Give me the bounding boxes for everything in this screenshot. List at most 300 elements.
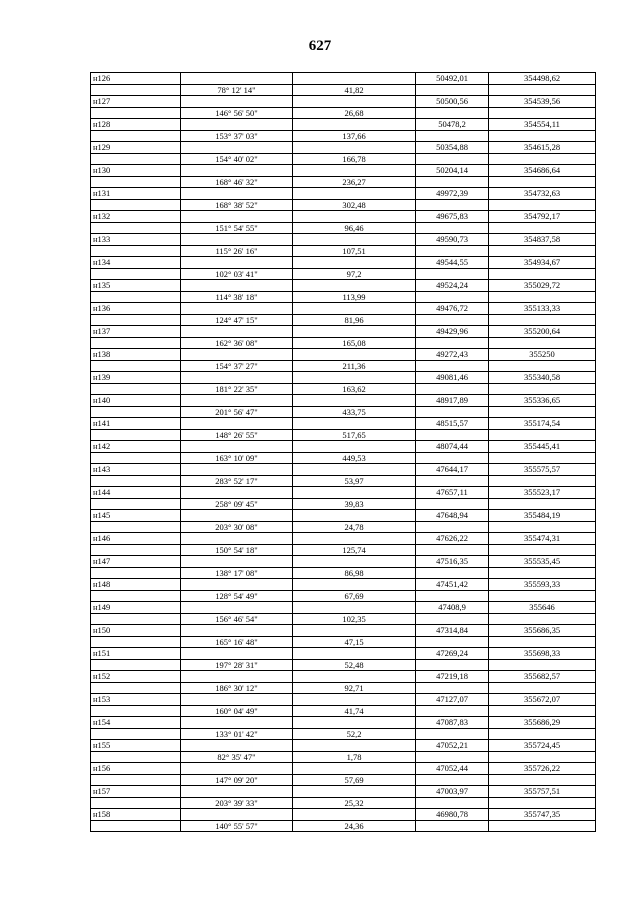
- y-coordinate: 355593,33: [489, 579, 596, 591]
- x-coordinate: 50478,2: [416, 119, 489, 131]
- direction-angle: 181° 22' 35": [181, 383, 293, 395]
- segment-length: 302,48: [293, 199, 416, 211]
- angle-cell-empty: [181, 119, 293, 131]
- y-cell-empty: [489, 176, 596, 188]
- point-row: [91, 349, 596, 361]
- segment-row: [91, 705, 596, 717]
- point-row: [91, 73, 596, 85]
- point-row: [91, 96, 596, 108]
- segment-length: 67,69: [293, 590, 416, 602]
- point-row: [91, 372, 596, 384]
- point-name: н138: [91, 349, 181, 361]
- segment-row: [91, 636, 596, 648]
- point-row: [91, 418, 596, 430]
- y-coordinate: 354792,17: [489, 211, 596, 223]
- segment-row: [91, 84, 596, 96]
- x-coordinate: 48515,57: [416, 418, 489, 430]
- y-coordinate: 355523,17: [489, 487, 596, 499]
- segment-row: [91, 774, 596, 786]
- point-row: [91, 234, 596, 246]
- direction-angle: 133° 01' 42": [181, 728, 293, 740]
- angle-cell-empty: [181, 188, 293, 200]
- point-name: н152: [91, 671, 181, 683]
- point-row: [91, 303, 596, 315]
- point-name: н135: [91, 280, 181, 292]
- x-coordinate: 49972,39: [416, 188, 489, 200]
- segment-length: 86,98: [293, 567, 416, 579]
- x-cell-empty: [416, 797, 489, 809]
- x-cell-empty: [416, 728, 489, 740]
- direction-angle: 82° 35' 47": [181, 751, 293, 763]
- direction-angle: 197° 28' 31": [181, 659, 293, 671]
- point-cell-empty: [91, 728, 181, 740]
- y-cell-empty: [489, 291, 596, 303]
- point-name: н131: [91, 188, 181, 200]
- direction-angle: 114° 38' 18": [181, 291, 293, 303]
- y-cell-empty: [489, 199, 596, 211]
- angle-cell-empty: [181, 165, 293, 177]
- x-coordinate: 48917,89: [416, 395, 489, 407]
- direction-angle: 156° 46' 54": [181, 613, 293, 625]
- direction-angle: 151° 54' 55": [181, 222, 293, 234]
- segment-row: [91, 797, 596, 809]
- segment-length: 26,68: [293, 107, 416, 119]
- x-coordinate: 50500,56: [416, 96, 489, 108]
- y-coordinate: 354615,28: [489, 142, 596, 154]
- point-row: [91, 809, 596, 821]
- page-number: 627: [308, 38, 332, 54]
- segment-length: 163,62: [293, 383, 416, 395]
- distance-cell-empty: [293, 671, 416, 683]
- distance-cell-empty: [293, 188, 416, 200]
- angle-cell-empty: [181, 73, 293, 85]
- x-cell-empty: [416, 406, 489, 418]
- distance-cell-empty: [293, 257, 416, 269]
- x-coordinate: 49675,83: [416, 211, 489, 223]
- angle-cell-empty: [181, 441, 293, 453]
- angle-cell-empty: [181, 809, 293, 821]
- segment-row: [91, 337, 596, 349]
- segment-length: 137,66: [293, 130, 416, 142]
- point-cell-empty: [91, 682, 181, 694]
- x-cell-empty: [416, 199, 489, 211]
- x-cell-empty: [416, 314, 489, 326]
- angle-cell-empty: [181, 694, 293, 706]
- x-cell-empty: [416, 498, 489, 510]
- point-cell-empty: [91, 153, 181, 165]
- y-coordinate: 355757,51: [489, 786, 596, 798]
- y-cell-empty: [489, 498, 596, 510]
- y-cell-empty: [489, 475, 596, 487]
- x-cell-empty: [416, 659, 489, 671]
- y-cell-empty: [489, 360, 596, 372]
- point-name: н133: [91, 234, 181, 246]
- point-row: [91, 717, 596, 729]
- point-cell-empty: [91, 291, 181, 303]
- segment-row: [91, 360, 596, 372]
- angle-cell-empty: [181, 280, 293, 292]
- point-name: н130: [91, 165, 181, 177]
- angle-cell-empty: [181, 648, 293, 660]
- point-row: [91, 625, 596, 637]
- distance-cell-empty: [293, 487, 416, 499]
- point-name: н128: [91, 119, 181, 131]
- segment-row: [91, 659, 596, 671]
- point-name: н127: [91, 96, 181, 108]
- x-cell-empty: [416, 475, 489, 487]
- distance-cell-empty: [293, 395, 416, 407]
- angle-cell-empty: [181, 349, 293, 361]
- x-coordinate: 47052,44: [416, 763, 489, 775]
- segment-length: 1,78: [293, 751, 416, 763]
- x-coordinate: 49081,46: [416, 372, 489, 384]
- x-cell-empty: [416, 544, 489, 556]
- y-coordinate: 354498,62: [489, 73, 596, 85]
- segment-row: [91, 153, 596, 165]
- segment-row: [91, 176, 596, 188]
- x-cell-empty: [416, 245, 489, 257]
- y-cell-empty: [489, 544, 596, 556]
- point-name: н142: [91, 441, 181, 453]
- point-name: н144: [91, 487, 181, 499]
- angle-cell-empty: [181, 556, 293, 568]
- point-row: [91, 280, 596, 292]
- distance-cell-empty: [293, 740, 416, 752]
- distance-cell-empty: [293, 786, 416, 798]
- y-cell-empty: [489, 705, 596, 717]
- distance-cell-empty: [293, 694, 416, 706]
- x-coordinate: 47408,9: [416, 602, 489, 614]
- y-coordinate: 355474,31: [489, 533, 596, 545]
- angle-cell-empty: [181, 326, 293, 338]
- point-name: н140: [91, 395, 181, 407]
- y-coordinate: 355029,72: [489, 280, 596, 292]
- direction-angle: 153° 37' 03": [181, 130, 293, 142]
- segment-length: 102,35: [293, 613, 416, 625]
- x-cell-empty: [416, 360, 489, 372]
- y-coordinate: 355174,54: [489, 418, 596, 430]
- angle-cell-empty: [181, 234, 293, 246]
- x-coordinate: 47451,42: [416, 579, 489, 591]
- distance-cell-empty: [293, 809, 416, 821]
- x-coordinate: 49476,72: [416, 303, 489, 315]
- boundary-coordinates-table: [90, 72, 596, 832]
- x-coordinate: 48074,44: [416, 441, 489, 453]
- y-coordinate: 354934,67: [489, 257, 596, 269]
- point-row: [91, 441, 596, 453]
- point-name: н141: [91, 418, 181, 430]
- distance-cell-empty: [293, 73, 416, 85]
- direction-angle: 165° 16' 48": [181, 636, 293, 648]
- segment-length: 52,48: [293, 659, 416, 671]
- point-row: [91, 786, 596, 798]
- distance-cell-empty: [293, 464, 416, 476]
- y-cell-empty: [489, 613, 596, 625]
- point-row: [91, 464, 596, 476]
- point-name: н145: [91, 510, 181, 522]
- point-cell-empty: [91, 797, 181, 809]
- angle-cell-empty: [181, 464, 293, 476]
- y-coordinate: 355682,57: [489, 671, 596, 683]
- y-coordinate: 355686,35: [489, 625, 596, 637]
- point-cell-empty: [91, 406, 181, 418]
- point-name: н151: [91, 648, 181, 660]
- x-coordinate: 47219,18: [416, 671, 489, 683]
- y-cell-empty: [489, 406, 596, 418]
- segment-length: 24,78: [293, 521, 416, 533]
- distance-cell-empty: [293, 96, 416, 108]
- segment-length: 41,82: [293, 84, 416, 96]
- point-row: [91, 395, 596, 407]
- direction-angle: 258° 09' 45": [181, 498, 293, 510]
- direction-angle: 168° 46' 32": [181, 176, 293, 188]
- point-name: н139: [91, 372, 181, 384]
- distance-cell-empty: [293, 717, 416, 729]
- segment-length: 517,65: [293, 429, 416, 441]
- y-cell-empty: [489, 337, 596, 349]
- point-cell-empty: [91, 130, 181, 142]
- point-cell-empty: [91, 268, 181, 280]
- y-coordinate: 355698,33: [489, 648, 596, 660]
- point-row: [91, 165, 596, 177]
- point-name: н149: [91, 602, 181, 614]
- y-coordinate: 355672,07: [489, 694, 596, 706]
- segment-length: 113,99: [293, 291, 416, 303]
- direction-angle: 78° 12' 14": [181, 84, 293, 96]
- x-coordinate: 47003,97: [416, 786, 489, 798]
- direction-angle: 128° 54' 49": [181, 590, 293, 602]
- segment-row: [91, 820, 596, 832]
- segment-length: 25,32: [293, 797, 416, 809]
- segment-length: 47,15: [293, 636, 416, 648]
- y-coordinate: 355445,41: [489, 441, 596, 453]
- segment-length: 52,2: [293, 728, 416, 740]
- x-coordinate: 50204,14: [416, 165, 489, 177]
- point-name: н137: [91, 326, 181, 338]
- y-coordinate: 354837,58: [489, 234, 596, 246]
- y-cell-empty: [489, 820, 596, 832]
- x-coordinate: 47052,21: [416, 740, 489, 752]
- x-cell-empty: [416, 567, 489, 579]
- segment-length: 96,46: [293, 222, 416, 234]
- segment-length: 57,69: [293, 774, 416, 786]
- x-cell-empty: [416, 130, 489, 142]
- point-cell-empty: [91, 820, 181, 832]
- distance-cell-empty: [293, 510, 416, 522]
- point-cell-empty: [91, 475, 181, 487]
- segment-row: [91, 291, 596, 303]
- table-body: [91, 73, 596, 832]
- y-cell-empty: [489, 567, 596, 579]
- x-coordinate: 47648,94: [416, 510, 489, 522]
- segment-length: 24,36: [293, 820, 416, 832]
- segment-row: [91, 475, 596, 487]
- x-cell-empty: [416, 820, 489, 832]
- segment-row: [91, 682, 596, 694]
- segment-row: [91, 245, 596, 257]
- segment-length: 211,36: [293, 360, 416, 372]
- point-name: н158: [91, 809, 181, 821]
- angle-cell-empty: [181, 579, 293, 591]
- point-name: н157: [91, 786, 181, 798]
- angle-cell-empty: [181, 96, 293, 108]
- segment-row: [91, 429, 596, 441]
- point-cell-empty: [91, 429, 181, 441]
- segment-length: 166,78: [293, 153, 416, 165]
- y-coordinate: 355336,65: [489, 395, 596, 407]
- angle-cell-empty: [181, 740, 293, 752]
- direction-angle: 186° 30' 12": [181, 682, 293, 694]
- point-cell-empty: [91, 636, 181, 648]
- point-name: н126: [91, 73, 181, 85]
- x-cell-empty: [416, 429, 489, 441]
- point-cell-empty: [91, 176, 181, 188]
- angle-cell-empty: [181, 717, 293, 729]
- point-cell-empty: [91, 107, 181, 119]
- direction-angle: 283° 52' 17": [181, 475, 293, 487]
- y-coordinate: 355646: [489, 602, 596, 614]
- y-cell-empty: [489, 153, 596, 165]
- direction-angle: 147° 09' 20": [181, 774, 293, 786]
- distance-cell-empty: [293, 763, 416, 775]
- y-cell-empty: [489, 268, 596, 280]
- angle-cell-empty: [181, 211, 293, 223]
- direction-angle: 124° 47' 15": [181, 314, 293, 326]
- point-row: [91, 188, 596, 200]
- distance-cell-empty: [293, 418, 416, 430]
- x-coordinate: 47516,35: [416, 556, 489, 568]
- segment-row: [91, 751, 596, 763]
- point-cell-empty: [91, 360, 181, 372]
- y-cell-empty: [489, 659, 596, 671]
- y-cell-empty: [489, 590, 596, 602]
- segment-row: [91, 130, 596, 142]
- x-cell-empty: [416, 521, 489, 533]
- direction-angle: 163° 10' 09": [181, 452, 293, 464]
- segment-row: [91, 521, 596, 533]
- x-coordinate: 47269,24: [416, 648, 489, 660]
- x-cell-empty: [416, 774, 489, 786]
- segment-row: [91, 567, 596, 579]
- x-cell-empty: [416, 222, 489, 234]
- segment-length: 236,27: [293, 176, 416, 188]
- segment-row: [91, 452, 596, 464]
- x-coordinate: 46980,78: [416, 809, 489, 821]
- segment-row: [91, 314, 596, 326]
- y-cell-empty: [489, 383, 596, 395]
- y-coordinate: 355133,33: [489, 303, 596, 315]
- x-coordinate: 47644,17: [416, 464, 489, 476]
- y-cell-empty: [489, 682, 596, 694]
- y-coordinate: 354686,64: [489, 165, 596, 177]
- point-row: [91, 533, 596, 545]
- segment-row: [91, 498, 596, 510]
- y-cell-empty: [489, 728, 596, 740]
- angle-cell-empty: [181, 487, 293, 499]
- y-cell-empty: [489, 314, 596, 326]
- direction-angle: 201° 56' 47": [181, 406, 293, 418]
- x-coordinate: 49272,43: [416, 349, 489, 361]
- segment-length: 81,96: [293, 314, 416, 326]
- x-coordinate: 47087,83: [416, 717, 489, 729]
- distance-cell-empty: [293, 441, 416, 453]
- point-row: [91, 740, 596, 752]
- direction-angle: 160° 04' 49": [181, 705, 293, 717]
- y-cell-empty: [489, 107, 596, 119]
- point-row: [91, 487, 596, 499]
- x-cell-empty: [416, 383, 489, 395]
- point-cell-empty: [91, 567, 181, 579]
- direction-angle: 140° 55' 57": [181, 820, 293, 832]
- segment-row: [91, 107, 596, 119]
- point-row: [91, 211, 596, 223]
- point-name: н148: [91, 579, 181, 591]
- point-row: [91, 142, 596, 154]
- y-cell-empty: [489, 751, 596, 763]
- x-cell-empty: [416, 636, 489, 648]
- point-cell-empty: [91, 521, 181, 533]
- segment-length: 92,71: [293, 682, 416, 694]
- x-coordinate: 49590,73: [416, 234, 489, 246]
- point-row: [91, 119, 596, 131]
- y-coordinate: 355340,58: [489, 372, 596, 384]
- segment-row: [91, 383, 596, 395]
- point-name: н143: [91, 464, 181, 476]
- x-cell-empty: [416, 682, 489, 694]
- distance-cell-empty: [293, 579, 416, 591]
- y-coordinate: 355724,45: [489, 740, 596, 752]
- direction-angle: 203° 30' 08": [181, 521, 293, 533]
- point-row: [91, 579, 596, 591]
- x-cell-empty: [416, 84, 489, 96]
- angle-cell-empty: [181, 395, 293, 407]
- x-cell-empty: [416, 705, 489, 717]
- distance-cell-empty: [293, 326, 416, 338]
- x-cell-empty: [416, 590, 489, 602]
- y-cell-empty: [489, 797, 596, 809]
- distance-cell-empty: [293, 349, 416, 361]
- y-coordinate: 355747,35: [489, 809, 596, 821]
- point-row: [91, 763, 596, 775]
- point-row: [91, 671, 596, 683]
- distance-cell-empty: [293, 142, 416, 154]
- point-cell-empty: [91, 199, 181, 211]
- distance-cell-empty: [293, 119, 416, 131]
- point-name: н134: [91, 257, 181, 269]
- segment-length: 53,97: [293, 475, 416, 487]
- segment-row: [91, 544, 596, 556]
- point-cell-empty: [91, 498, 181, 510]
- distance-cell-empty: [293, 303, 416, 315]
- segment-length: 97,2: [293, 268, 416, 280]
- point-cell-empty: [91, 314, 181, 326]
- point-name: н153: [91, 694, 181, 706]
- x-cell-empty: [416, 268, 489, 280]
- point-cell-empty: [91, 590, 181, 602]
- point-cell-empty: [91, 613, 181, 625]
- distance-cell-empty: [293, 234, 416, 246]
- point-name: н147: [91, 556, 181, 568]
- x-cell-empty: [416, 337, 489, 349]
- y-cell-empty: [489, 84, 596, 96]
- angle-cell-empty: [181, 625, 293, 637]
- segment-row: [91, 268, 596, 280]
- segment-row: [91, 199, 596, 211]
- y-coordinate: 354554,11: [489, 119, 596, 131]
- direction-angle: 148° 26' 55": [181, 429, 293, 441]
- point-name: н129: [91, 142, 181, 154]
- x-cell-empty: [416, 751, 489, 763]
